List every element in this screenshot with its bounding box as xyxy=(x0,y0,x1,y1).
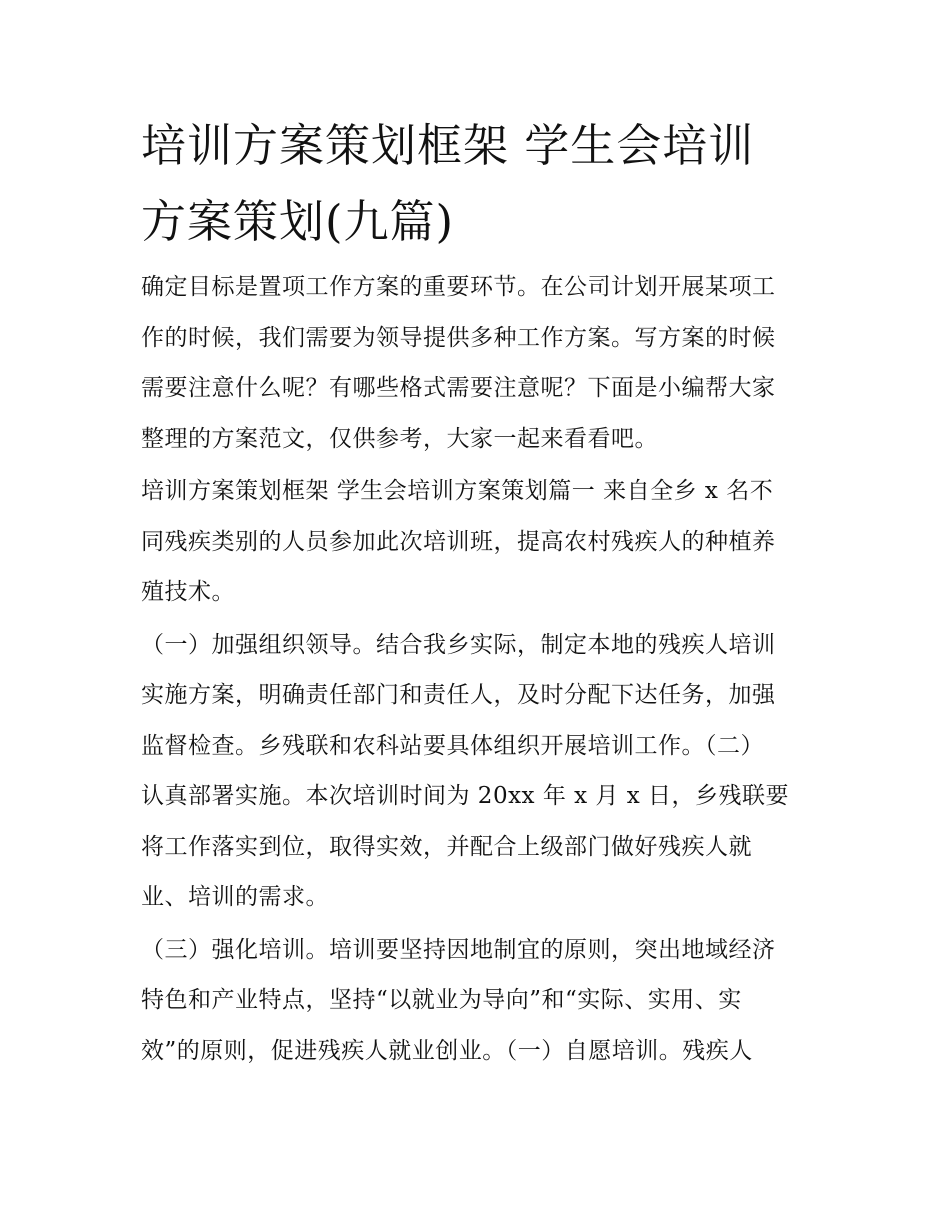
text-line: 监督检查。乡残联和农科站要具体组织开展培训工作。（二） xyxy=(141,732,764,759)
text-line: 需要注意什么呢？有哪些格式需要注意呢？下面是小编帮大家 xyxy=(141,375,776,401)
section-one-paragraph xyxy=(141,466,813,618)
document-page xyxy=(141,108,813,1078)
text-line: 作的时候，我们需要为领导提供多种工作方案。写方案的时候 xyxy=(141,324,776,351)
text-line: 殖技术。 xyxy=(141,579,235,605)
organization-paragraph xyxy=(141,620,813,923)
text-line: 实施方案，明确责任部门和责任人，及时分配下达任务，加强 xyxy=(141,682,776,708)
title-line: 培训方案策划框架 学生会培训 xyxy=(141,119,755,172)
text-line: 认真部署实施。本次培训时间为 20xx 年 x 月 x 日，乡残联要 xyxy=(141,783,790,809)
text-line: 特色和产业特点，坚持“以就业为导向”和“实际、实用、实 xyxy=(141,987,742,1013)
text-line: 将工作落实到位，取得实效，并配合上级部门做好残疾人就 xyxy=(141,833,752,860)
document-title xyxy=(141,108,813,260)
text-line: 业、培训的需求。 xyxy=(141,884,329,910)
training-paragraph xyxy=(141,925,813,1077)
text-line: （三）强化培训。培训要坚持因地制宜的原则，突出地域经济 xyxy=(141,936,776,963)
text-line: 整理的方案范文，仅供参考，大家一起来看看吧。 xyxy=(141,425,658,452)
text-line: 确定目标是置项工作方案的重要环节。在公司计划开展某项工 xyxy=(141,274,776,300)
text-line: （一）加强组织领导。结合我乡实际，制定本地的残疾人培训 xyxy=(141,631,776,658)
text-line: 效”的原则，促进残疾人就业创业。（一）自愿培训。残疾人 xyxy=(141,1037,753,1064)
title-line: 方案策划(九篇) xyxy=(141,195,455,248)
intro-paragraph xyxy=(141,262,813,464)
text-line: 同残疾类别的人员参加此次培训班，提高农村残疾人的种植养 xyxy=(141,528,776,555)
text-line: 培训方案策划框架 学生会培训方案策划篇一 来自全乡 x 名不 xyxy=(141,478,774,504)
